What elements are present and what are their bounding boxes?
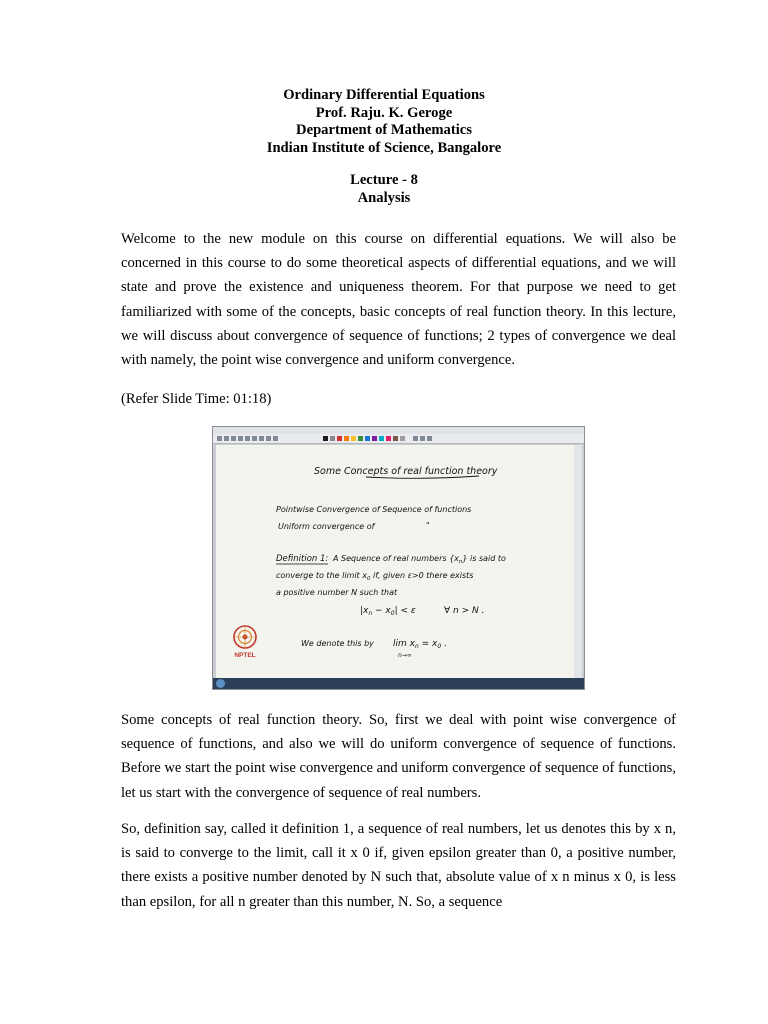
nptel-logo [234, 626, 256, 659]
color-swatch [379, 436, 384, 441]
handwritten-notes [216, 445, 575, 678]
toolbar-icon [273, 436, 278, 441]
color-swatch [393, 436, 398, 441]
slide-time-reference: (Refer Slide Time: 01:18) [121, 391, 272, 407]
slide-screenshot [212, 426, 585, 690]
color-swatch [358, 436, 363, 441]
color-swatch [351, 436, 356, 441]
slide-menubar [213, 427, 584, 434]
toolbar-icon [217, 436, 222, 441]
slide-for-all: ∀ n > N . [444, 606, 485, 616]
toolbar-icon [266, 436, 271, 441]
lecture-title: Analysis [357, 189, 411, 206]
toolbar-icon [238, 436, 243, 441]
department-name: Department of Mathematics [296, 122, 472, 138]
slide-limit: $\lim x_n = x_0$ . [393, 639, 447, 650]
document-header [0, 87, 768, 157]
toolbar-icon [420, 436, 425, 441]
slide-scrollbar [574, 445, 582, 678]
third-paragraph: So, definition say, called it definition 1, a sequence of real numbers, let us denotes this by x n, is said to converge to the limit, call it x 0 if, given epsilon greater than 0, a positive number, there exists a positive number denoted by N such that, absolute value of x n minus x 0, is less than epsilon, for all n greater than this number, N. So, a sequence [121, 821, 676, 910]
slide-canvas [216, 445, 575, 678]
slide-definition-line1: A Sequence of real numbers $\{x_n\}$ is said to [333, 554, 506, 565]
slide-definition-line2: converge to the limit $x_0$ if, given ε>0 there exists [276, 571, 474, 582]
toolbar-icon [224, 436, 229, 441]
slide-definition-line3: a positive number N such that [276, 588, 398, 597]
color-swatch [400, 436, 405, 441]
color-swatch [330, 436, 335, 441]
color-swatch [365, 436, 370, 441]
intro-paragraph: Welcome to the new module on this course on differential equations. We will also be concerned in this course to do some theoretical aspects of differential equations, and we will state and prove the existence and uniqueness theorem. For that purpose we need to get familiarized with some of the concepts, basic concepts of real function theory. In this lecture, we will discuss about convergence of sequence of functions; 2 types of convergence we deal with namely, the point wise convergence and uniform convergence. [121, 231, 676, 369]
slide-heading: Some Concepts of real function theory [314, 466, 498, 477]
institute-name: Indian Institute of Science, Bangalore [266, 139, 502, 156]
color-swatch [372, 436, 377, 441]
toolbar-icon [245, 436, 250, 441]
lecture-heading [0, 172, 768, 207]
toolbar-icon [259, 436, 264, 441]
slide-line-pointwise: Pointwise Convergence of Sequence of functions [276, 505, 472, 514]
color-swatch [337, 436, 342, 441]
course-title: Ordinary Differential Equations [283, 87, 485, 103]
toolbar-icon [252, 436, 257, 441]
toolbar-icon [231, 436, 236, 441]
slide-taskbar [213, 678, 584, 689]
color-swatch [323, 436, 328, 441]
start-button-icon [216, 679, 225, 688]
slide-ditto-mark: " [426, 521, 430, 530]
slide-inequality: $|x_n - x_0| < \varepsilon$ [360, 606, 416, 617]
toolbar-icon [427, 436, 432, 441]
second-paragraph: Some concepts of real function theory. So, first we deal with point wise convergence of sequence of functions, and also we will do uniform convergence of sequence of functions. Before we start the point wise convergence and uniform convergence of sequence of functions, let us start with the convergence of sequence of real numbers. [121, 712, 676, 801]
lecture-number: Lecture - 8 [350, 172, 418, 188]
slide-limit-subscript: n→∞ [398, 652, 412, 659]
slide-denote: We denote this by [301, 639, 374, 648]
slide-line-uniform: Uniform convergence of [278, 522, 375, 531]
color-swatch [386, 436, 391, 441]
color-swatch [344, 436, 349, 441]
svg-text:NPTEL: NPTEL [234, 652, 256, 659]
professor-name: Prof. Raju. K. Geroge [315, 104, 453, 121]
toolbar-icon [413, 436, 418, 441]
slide-definition-label: Definition 1: [276, 554, 329, 564]
